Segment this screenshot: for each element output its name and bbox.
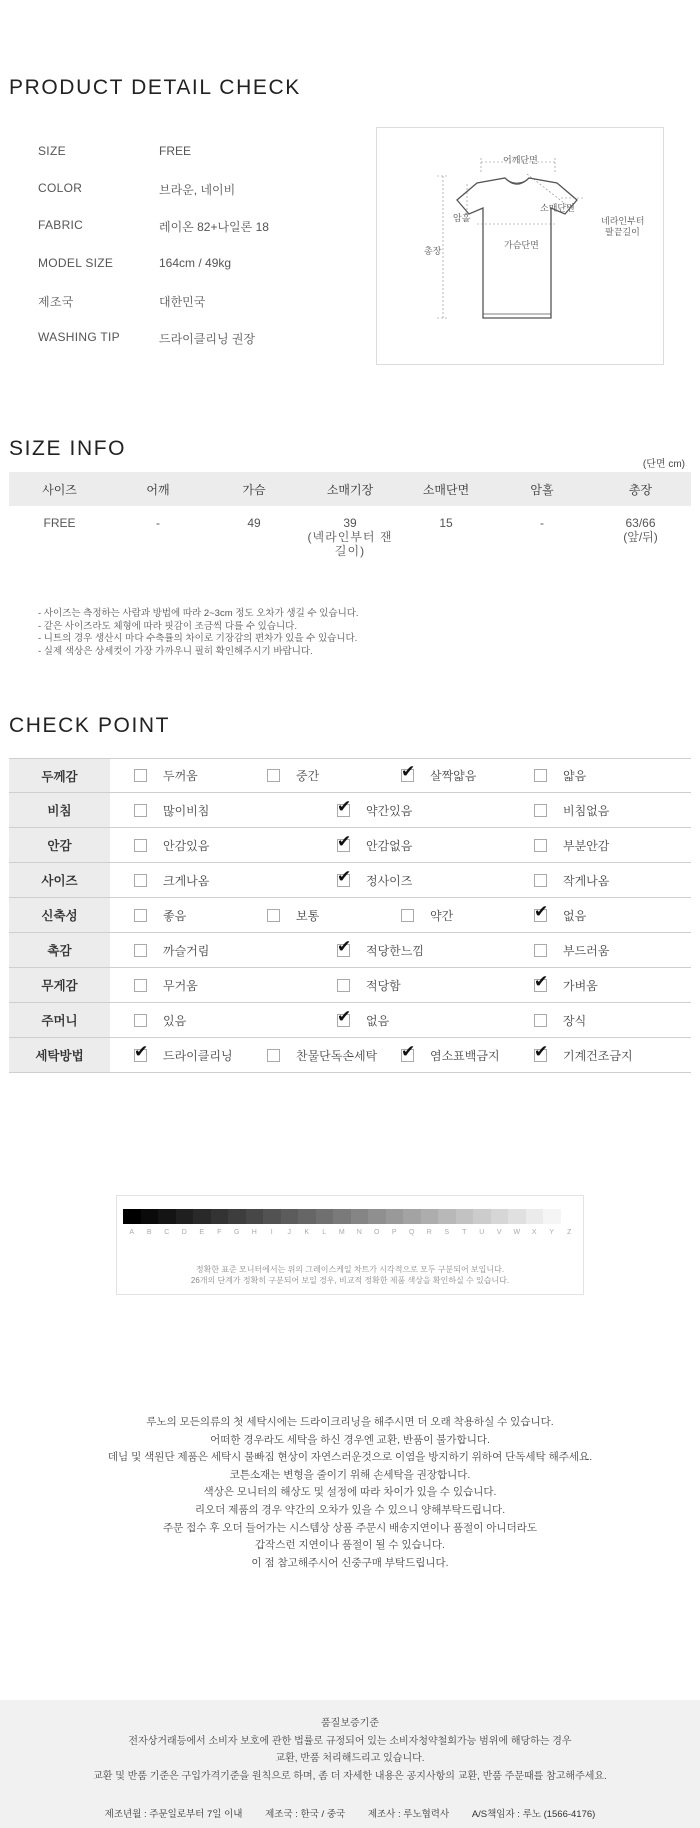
gray-swatch	[333, 1209, 351, 1224]
checkbox	[401, 1041, 416, 1062]
checkmark-icon: ✔	[337, 936, 352, 956]
check-option	[401, 1038, 500, 1072]
checkmark-icon: ✔	[337, 831, 352, 851]
gray-letter: K	[304, 1229, 310, 1236]
care-line: 색상은 모니터의 해상도 및 설정에 따라 차이가 있을 수 있습니다.	[203, 1486, 497, 1499]
gray-letter: O	[374, 1229, 380, 1236]
size-table-row	[9, 506, 691, 558]
check-option	[534, 828, 609, 862]
gray-letter: M	[338, 1229, 345, 1236]
detail-value: 드라이클리닝 권장	[159, 331, 256, 346]
checkbox	[534, 839, 547, 852]
gray-letter: X	[531, 1229, 537, 1236]
footer-line: 교환 및 반품 기준은 구입가격기준을 원칙으로 하며, 좀 더 자세한 내용은 공지사항의 교환, 반품 주문때를 참고해주세요.	[93, 1770, 607, 1782]
size-table-header	[9, 472, 691, 506]
checkbox	[134, 804, 147, 817]
check-option-label: 있음	[163, 1013, 187, 1028]
check-option	[534, 759, 586, 792]
check-option	[534, 933, 609, 967]
check-row	[9, 1038, 691, 1073]
checkbox	[534, 944, 547, 957]
check-option-label: 드라이클리닝	[163, 1048, 233, 1063]
gray-swatch	[298, 1209, 316, 1224]
check-row	[9, 933, 691, 968]
size-unit: (단면 cm)	[642, 459, 685, 470]
check-option-label: 적당한느낌	[366, 943, 424, 958]
diagram-label-shoulder: 어깨단면	[503, 155, 538, 165]
checkmark-icon: ✔	[337, 796, 352, 816]
length-cell	[590, 506, 691, 558]
detail-row-country	[38, 293, 269, 330]
check-option-label: 정사이즈	[366, 873, 413, 888]
gray-letter: S	[444, 1229, 450, 1236]
footer-info	[0, 1806, 700, 1820]
grayscale-swatches	[123, 1209, 578, 1224]
checkbox	[534, 901, 549, 922]
checkbox	[534, 971, 549, 992]
check-option	[534, 968, 598, 1002]
checkbox	[534, 1041, 549, 1062]
checkbox	[401, 762, 416, 782]
checkbox	[337, 936, 352, 957]
check-option	[337, 1003, 389, 1037]
detail-label: COLOR	[38, 181, 83, 196]
check-option	[134, 968, 198, 1002]
grayscale-letters	[123, 1229, 578, 1236]
diagram-label-armhole: 암홀	[453, 213, 471, 223]
checkmark-icon: ✔	[534, 971, 549, 991]
measurement-diagram	[376, 127, 664, 365]
size-note: - 같은 사이즈라도 체형에 따라 핏감이 조금씩 다를 수 있습니다.	[38, 620, 297, 632]
checkbox	[337, 831, 352, 852]
size-cell: FREE	[43, 516, 76, 530]
detail-title: PRODUCT DETAIL CHECK	[9, 76, 301, 99]
gray-swatch	[351, 1209, 369, 1224]
detail-value: FREE	[159, 144, 192, 158]
checkbox	[267, 1049, 280, 1062]
check-option-label: 없음	[563, 908, 587, 923]
check-option-label: 크게나옴	[163, 873, 210, 888]
check-row	[9, 898, 691, 933]
diagram-label-sleeve-end: 팔끝길이	[605, 227, 640, 237]
gray-letter: P	[391, 1229, 397, 1236]
care-line: 코튼소재는 변형을 줄이기 위해 손세탁을 권장합니다.	[229, 1468, 471, 1481]
check-row	[9, 968, 691, 1003]
checkbox	[267, 769, 280, 782]
check-option-label: 까슬거림	[163, 943, 210, 958]
gray-letter: L	[322, 1229, 327, 1236]
checkbox	[534, 769, 547, 782]
detail-row-model-size	[38, 256, 269, 293]
gray-letter: F	[217, 1229, 222, 1236]
check-row-label: 안감	[9, 828, 110, 862]
manufacturer: 제조사 : 루노협력사	[367, 1809, 450, 1820]
gray-swatch	[281, 1209, 299, 1224]
armhole-cell: -	[540, 516, 544, 530]
checkmark-icon: ✔	[401, 762, 416, 781]
checkbox	[134, 979, 147, 992]
check-option-label: 기계건조금지	[563, 1048, 633, 1063]
size-header-cell: 총장	[590, 472, 691, 506]
check-option	[337, 933, 424, 967]
checkbox	[337, 979, 350, 992]
check-option-label: 부분안감	[563, 838, 610, 853]
check-row	[9, 793, 691, 828]
check-option-label: 안감있음	[163, 838, 210, 853]
gray-letter: Z	[567, 1229, 572, 1236]
check-option	[134, 759, 198, 792]
gray-swatch	[246, 1209, 264, 1224]
care-line: 루노의 모든의류의 첫 세탁시에는 드라이크리닝을 해주시면 더 오래 착용하실 수 있습니다.	[146, 1416, 554, 1428]
check-option	[134, 1003, 186, 1037]
sleeve-length-cell	[302, 506, 398, 558]
gray-letter: E	[199, 1229, 205, 1236]
sleeve-width-cell: 15	[439, 516, 453, 530]
gray-letter: A	[129, 1229, 135, 1236]
check-row-label: 촉감	[9, 933, 110, 967]
check-option-label: 약간있음	[366, 803, 413, 818]
gray-swatch	[403, 1209, 421, 1224]
gray-swatch	[526, 1209, 544, 1224]
check-row-label: 신축성	[9, 898, 110, 932]
detail-value: 레이온 82+나일론 18	[159, 220, 269, 235]
size-table	[9, 472, 691, 558]
checkbox	[401, 909, 414, 922]
gray-swatch	[456, 1209, 474, 1224]
gray-letter: B	[146, 1229, 152, 1236]
gray-letter: D	[181, 1229, 187, 1236]
gray-swatch	[123, 1209, 141, 1224]
checkbox	[134, 909, 147, 922]
care-line: 주문 접수 후 오더 들어가는 시스템상 상품 주문시 배송지연이나 품절이 아니더라도	[162, 1521, 538, 1534]
gray-letter: V	[496, 1229, 502, 1236]
check-option	[534, 863, 609, 897]
checkbox	[534, 1014, 547, 1027]
checkbox	[134, 874, 147, 887]
gray-letter: G	[234, 1229, 240, 1236]
check-option	[337, 828, 412, 862]
checkbox	[134, 839, 147, 852]
size-note: - 실제 색상은 상세컷이 가장 가까우니 필히 확인해주시기 바랍니다.	[38, 645, 313, 657]
gray-swatch	[316, 1209, 334, 1224]
gray-swatch	[473, 1209, 491, 1224]
detail-label: MODEL SIZE	[38, 255, 114, 270]
detail-row-size	[38, 144, 269, 181]
detail-label: FABRIC	[38, 218, 84, 233]
checkbox	[134, 1014, 147, 1027]
check-option-label: 좋음	[163, 908, 187, 923]
check-option	[134, 793, 209, 827]
gray-swatch	[211, 1209, 229, 1224]
care-line: 이 점 참고해주시어 신중구매 부탁드립니다.	[251, 1556, 449, 1569]
length-note: (앞/뒤)	[623, 530, 658, 544]
check-option	[267, 759, 319, 792]
check-option-label: 중간	[296, 769, 320, 783]
footer-heading: 품질보증기준	[321, 1718, 379, 1729]
detail-row-fabric	[38, 218, 269, 255]
check-option	[337, 863, 412, 897]
check-option-label: 찬물단독손세탁	[296, 1048, 378, 1063]
gray-letter: T	[462, 1229, 467, 1236]
checkmark-icon: ✔	[401, 1041, 416, 1061]
check-option	[401, 898, 453, 932]
detail-row-washing	[38, 330, 269, 367]
gray-swatch	[543, 1209, 561, 1224]
detail-value: 브라운, 네이비	[159, 183, 236, 198]
detail-value: 대한민국	[159, 294, 206, 309]
gray-letter: Q	[409, 1229, 415, 1236]
detail-label: 제조국	[38, 294, 74, 309]
check-option	[337, 793, 412, 827]
checkbox	[134, 769, 147, 782]
footer-line: 전자상거래등에서 소비자 보호에 관한 법률로 규정되어 있는 소비자청약철회가능 범위에 해당하는 경우	[128, 1735, 572, 1747]
check-option	[534, 1003, 586, 1037]
check-row-label: 사이즈	[9, 863, 110, 897]
check-option-label: 보통	[296, 908, 320, 923]
gray-swatch	[368, 1209, 386, 1224]
grayscale-chart	[116, 1195, 584, 1295]
gray-swatch	[561, 1209, 579, 1224]
check-point-title: CHECK POINT	[9, 714, 171, 737]
check-option	[134, 1038, 233, 1072]
gray-letter: H	[251, 1229, 257, 1236]
detail-label: WASHING TIP	[38, 329, 120, 344]
size-info-title: SIZE INFO	[9, 437, 127, 460]
manufacture-country: 제조국 : 한국 / 중국	[265, 1809, 346, 1820]
checkmark-icon: ✔	[337, 1006, 352, 1026]
check-row-label: 비침	[9, 793, 110, 827]
gray-letter: R	[426, 1229, 432, 1236]
size-header-cell: 어깨	[110, 472, 206, 506]
diagram-label-neckline: 네라인부터	[601, 216, 645, 226]
check-option-label: 비침없음	[563, 803, 610, 818]
detail-label: SIZE	[38, 144, 66, 158]
grayscale-note-line: 정확한 표준 모니터에서는 위의 그레이스케일 차트가 시각적으로 모두 구분되어 보입니다.	[195, 1265, 505, 1274]
gray-letter: U	[479, 1229, 485, 1236]
size-note: - 사이즈는 측정하는 사람과 방법에 따라 2~3cm 정도 오차가 생길 수 있습니다.	[38, 608, 359, 619]
check-row	[9, 863, 691, 898]
gray-letter: J	[287, 1229, 291, 1236]
care-line: 어떠한 경우라도 세탁을 하신 경우엔 교환, 반품이 불가합니다.	[210, 1433, 490, 1446]
gray-swatch	[141, 1209, 159, 1224]
check-option	[534, 898, 586, 932]
size-header-cell: 사이즈	[9, 472, 110, 506]
check-option	[134, 828, 209, 862]
check-row-label: 무게감	[9, 968, 110, 1002]
checkmark-icon: ✔	[534, 1041, 549, 1061]
gray-letter: Y	[549, 1229, 555, 1236]
size-notes	[38, 608, 359, 658]
quality-guarantee	[0, 1715, 700, 1785]
chest-cell: 49	[247, 516, 261, 530]
check-row-label: 두께감	[9, 759, 110, 792]
checkbox	[534, 874, 547, 887]
checkbox	[134, 944, 147, 957]
check-option-label: 두꺼움	[163, 769, 198, 783]
checkbox	[134, 1041, 149, 1062]
check-option-label: 없음	[366, 1013, 390, 1028]
care-line: 데님 및 색원단 제품은 세탁시 물빠짐 현상이 자연스러운것으로 이염을 방지하기 위하여 단독세탁 해주세요.	[107, 1451, 593, 1464]
check-option-label: 가벼움	[563, 978, 598, 993]
check-row-label: 주머니	[9, 1003, 110, 1037]
checkbox	[534, 804, 547, 817]
as-contact: A/S책임자 : 루노 (1566-4176)	[471, 1809, 596, 1820]
gray-swatch	[263, 1209, 281, 1224]
check-option	[267, 1038, 377, 1072]
sleeve-length-note: (넥라인부터 잰 길이)	[307, 530, 393, 558]
gray-swatch	[193, 1209, 211, 1224]
gray-swatch	[386, 1209, 404, 1224]
check-point-table	[9, 758, 691, 1073]
care-line: 갑작스런 지연이나 품절이 될 수 있습니다.	[255, 1539, 445, 1552]
check-option-label: 무거움	[163, 978, 198, 993]
gray-letter: W	[513, 1229, 521, 1236]
check-option	[401, 759, 476, 792]
check-option-label: 적당함	[366, 978, 401, 993]
size-header-cell: 가슴	[206, 472, 302, 506]
grayscale-note-line: 26개의 단계가 정확히 구분되어 보일 경우, 비교적 정확한 제품 색상을 확인하실 수 있습니다.	[190, 1276, 510, 1285]
diagram-label-sleeve-width: 소매단면	[540, 203, 575, 213]
check-option	[134, 863, 209, 897]
check-option	[267, 898, 319, 932]
footer	[0, 1700, 700, 1828]
checkmark-icon: ✔	[534, 901, 549, 921]
size-note: - 니트의 경우 생산시 마다 수축률의 차이로 기장감의 편차가 있을 수 있습니다.	[38, 633, 358, 644]
gray-swatch	[228, 1209, 246, 1224]
checkbox	[337, 796, 352, 817]
size-header-cell: 암홀	[494, 472, 590, 506]
detail-value: 164cm / 49kg	[159, 255, 232, 270]
gray-letter: C	[164, 1229, 170, 1236]
check-option-label: 안감없음	[366, 838, 413, 853]
gray-letter: N	[356, 1229, 362, 1236]
size-header-cell: 소매단면	[398, 472, 494, 506]
check-option-label: 작게나옴	[563, 873, 610, 888]
check-row	[9, 1003, 691, 1038]
footer-line: 교환, 반품 처리해드리고 있습니다.	[275, 1753, 425, 1765]
care-notice	[0, 1414, 700, 1572]
checkbox	[337, 866, 352, 887]
product-detail-list	[38, 144, 269, 367]
check-option	[534, 1038, 633, 1072]
diagram-label-length: 총장	[424, 246, 442, 256]
manufacture-date: 제조년월 : 주문일로부터 7일 이내	[104, 1809, 243, 1820]
check-option-label: 약간	[430, 908, 454, 923]
size-header-cell: 소매기장	[302, 472, 398, 506]
check-option-label: 부드러움	[563, 943, 610, 958]
checkmark-icon: ✔	[134, 1041, 149, 1061]
check-option-label: 장식	[563, 1013, 587, 1028]
check-option	[534, 793, 609, 827]
gray-swatch	[508, 1209, 526, 1224]
gray-letter: I	[270, 1229, 273, 1236]
check-row-label: 세탁방법	[9, 1038, 110, 1072]
check-option-label: 염소표백금지	[430, 1048, 500, 1063]
gray-swatch	[421, 1209, 439, 1224]
check-option	[134, 933, 209, 967]
shoulder-cell: -	[156, 516, 160, 530]
length-value: 63/66	[625, 516, 656, 530]
check-option	[337, 968, 401, 1002]
check-option	[134, 898, 186, 932]
check-row	[9, 758, 691, 793]
grayscale-note	[117, 1264, 583, 1286]
check-row	[9, 828, 691, 863]
detail-row-color	[38, 181, 269, 218]
diagram-label-chest: 가슴단면	[504, 240, 539, 250]
care-line: 리오더 제품의 경우 약간의 오차가 있을 수 있으니 양해부탁드립니다.	[194, 1503, 506, 1516]
checkbox	[267, 909, 280, 922]
sleeve-length-value: 39	[343, 516, 357, 530]
checkmark-icon: ✔	[337, 866, 352, 886]
gray-swatch	[176, 1209, 194, 1224]
check-option-label: 살짝얇음	[430, 769, 477, 783]
check-option-label: 많이비침	[163, 803, 210, 818]
gray-swatch	[491, 1209, 509, 1224]
gray-swatch	[158, 1209, 176, 1224]
gray-swatch	[438, 1209, 456, 1224]
checkbox	[337, 1006, 352, 1027]
check-option-label: 얇음	[563, 769, 587, 783]
